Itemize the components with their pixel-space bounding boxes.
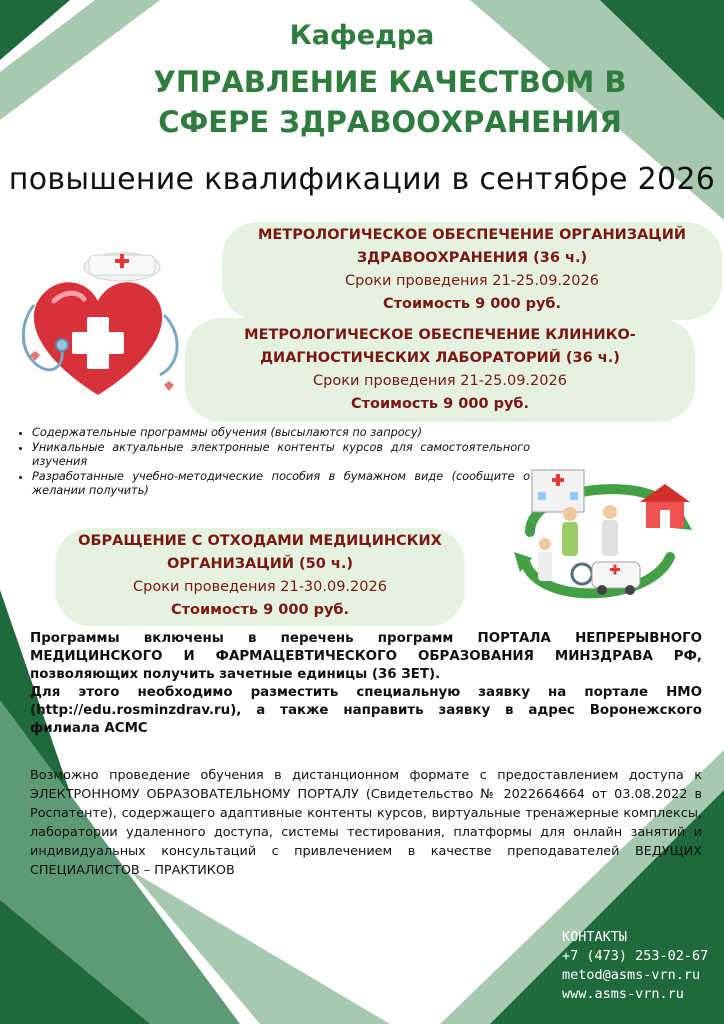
- contact-phone[interactable]: +7 (473) 253-02-67: [562, 948, 709, 964]
- list-item: • Уникальные актуальные электронные контенты курсов для самостоятельного изучения: [32, 441, 530, 470]
- contact-email[interactable]: metod@asms-vrn.ru: [562, 967, 701, 983]
- department-label: Кафедра: [289, 20, 435, 51]
- distance-learning-info: Возможно проведение обучения в дистанционном формате с предоставлением доступа к ЭЛЕКТРОННОМУ ОБРАЗОВАТЕЛЬНОМУ ПОРТАЛУ (Свидетельство № 2022664664 от 03.08.2022 в Роспатенте), содержащего адаптивные контенты курсов, виртуальные тренажерные комплексы, лаборатории удаленного доступа, системы тестирования, платформы для онлайн занятий и индивидуальных консультаций с привлечением в качестве преподавателей ВЕДУЩИХ СПЕЦИАЛИСТОВ – ПРАКТИКОВ: [30, 768, 702, 878]
- course-price: Стоимость 9 000 руб.: [170, 602, 350, 618]
- list-item: • Разработанные учебно-методические пособия в бумажном виде (сообщите о желании получить): [32, 470, 530, 499]
- course-dates: Сроки проведения 21-30.09.2026: [133, 579, 387, 595]
- course-price: Стоимость 9 000 руб.: [350, 396, 530, 412]
- course-card-metrology-labs: [185, 318, 695, 422]
- contact-website[interactable]: www.asms-vrn.ru: [562, 986, 684, 1002]
- nmo-paragraph-2: Для этого необходимо разместить специальную заявку на портале НМО (http://edu.rosminzdrav.ru), а также направить заявку в адрес Воронежского филиала АСМС: [30, 685, 702, 736]
- healthcare-cycle-illustration: [500, 462, 700, 612]
- course-dates: Сроки проведения 21-25.09.2026: [313, 373, 567, 389]
- course-card-medical-waste: [55, 528, 465, 626]
- contacts-heading: КОНТАКТЫ: [562, 929, 628, 945]
- course-dates: Сроки проведения 21-25.09.2026: [345, 273, 599, 289]
- nmo-info: [30, 630, 702, 738]
- heart-medical-icon: [14, 245, 186, 405]
- course-price: Стоимость 9 000 руб.: [382, 296, 562, 312]
- course-title: ОБРАЩЕНИЕ С ОТХОДАМИ МЕДИЦИНСКИХ ОРГАНИЗАЦИЙ (50 ч.): [78, 533, 442, 572]
- course-title: МЕТРОЛОГИЧЕСКОЕ ОБЕСПЕЧЕНИЕ КЛИНИКО-ДИАГНОСТИЧЕСКИХ ЛАБОРАТОРИЙ (36 ч.): [244, 327, 636, 366]
- course-title: МЕТРОЛОГИЧЕСКОЕ ОБЕСПЕЧЕНИЕ ОРГАНИЗАЦИЙ ЗДРАВООХРАНЕНИЯ (36 ч.): [257, 227, 687, 266]
- contacts-block: [562, 928, 722, 1004]
- list-item: • Содержательные программы обучения (высылаются по запросу): [32, 426, 530, 441]
- department-title: УПРАВЛЕНИЕ КАЧЕСТВОМ В СФЕРЕ ЗДРАВООХРАНЕНИЯ: [153, 65, 627, 139]
- nmo-paragraph-1: Программы включены в перечень программ ПОРТАЛА НЕПРЕРЫВНОГО МЕДИЦИНСКОГО И ФАРМАЦЕВТИЧЕСКОГО ОБРАЗОВАНИЯ МИНЗДРАВА РФ, позволяющих получить зачетные единицы (36 ЗЕТ).: [30, 631, 702, 682]
- features-list: [14, 426, 530, 499]
- course-card-metrology-healthcare: [222, 222, 722, 320]
- page-subtitle: повышение квалификации в сентябре 2026: [8, 162, 716, 197]
